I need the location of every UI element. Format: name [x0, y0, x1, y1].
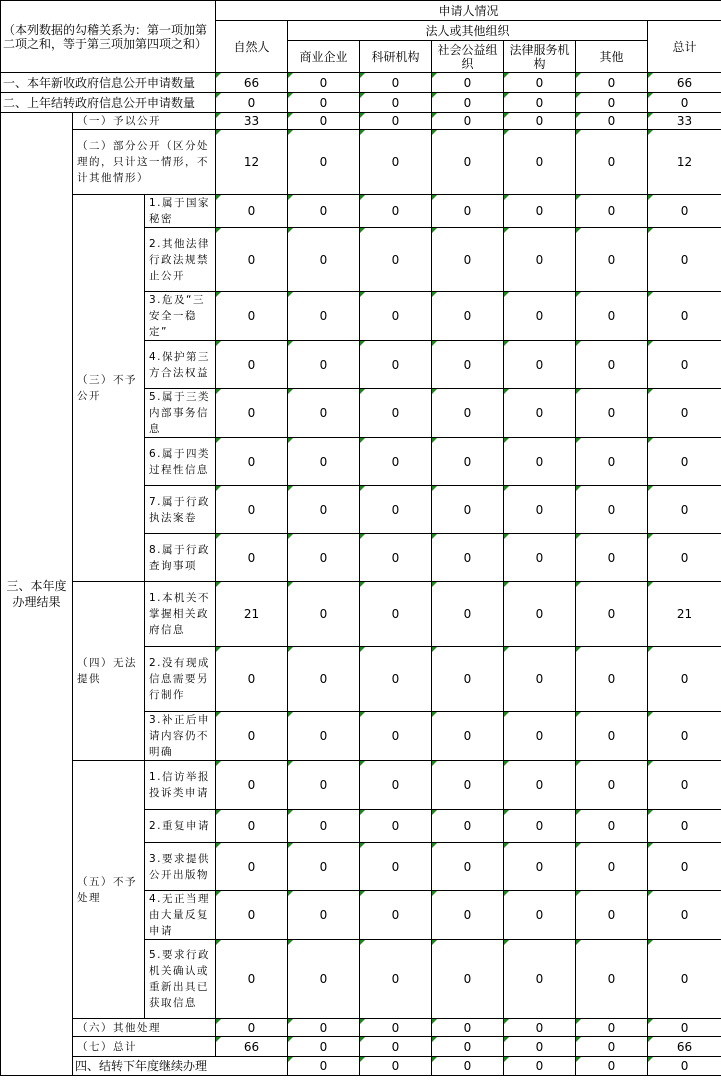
cell: 0	[216, 93, 288, 113]
cell: 0	[288, 761, 360, 810]
cell: 0	[576, 712, 648, 761]
cell: 0	[648, 1019, 721, 1037]
item-label: 3.要求提供公开出版物	[145, 843, 216, 891]
cell: 0	[648, 810, 721, 843]
item-label: 4.无正当理由大量反复申请	[145, 891, 216, 940]
item-label: 5.要求行政机关确认或重新出具已获取信息	[145, 940, 216, 1019]
cell: 0	[504, 113, 576, 130]
row-label: （二）部分公开（区分处理的，只计这一情形，不计其他情形）	[73, 130, 216, 195]
col-header: 法律服务机构	[504, 41, 576, 73]
cell: 0	[288, 130, 360, 195]
cell: 0	[504, 647, 576, 712]
cell: 0	[504, 843, 576, 891]
cell: 0	[648, 534, 721, 582]
cell: 33	[648, 113, 721, 130]
cell: 0	[288, 810, 360, 843]
cell: 0	[648, 761, 721, 810]
item-label: 1.属于国家秘密	[145, 195, 216, 228]
row-label: 一、本年新收政府信息公开申请数量	[1, 73, 216, 93]
cell: 0	[288, 534, 360, 582]
cell: 0	[216, 389, 288, 438]
row-label: 四、结转下年度继续办理	[73, 1057, 288, 1076]
cell: 0	[432, 582, 504, 647]
item-label: 1.信访举报投诉类申请	[145, 761, 216, 810]
cell: 0	[432, 195, 504, 228]
col-header: 社会公益组织	[432, 41, 504, 73]
col-header: 科研机构	[360, 41, 432, 73]
col-header: 商业企业	[288, 41, 360, 73]
cell: 0	[432, 810, 504, 843]
cell: 0	[432, 93, 504, 113]
cell: 12	[648, 130, 721, 195]
cell: 0	[576, 130, 648, 195]
cell: 0	[288, 1019, 360, 1037]
cell: 0	[216, 891, 288, 940]
cell: 0	[576, 113, 648, 130]
cell: 0	[576, 292, 648, 341]
cell: 0	[432, 438, 504, 486]
cell: 0	[504, 389, 576, 438]
cell: 0	[576, 810, 648, 843]
cell: 0	[432, 292, 504, 341]
item-label: 2.重复申请	[145, 810, 216, 843]
cell: 0	[648, 486, 721, 534]
legal-other-header: 法人或其他组织	[288, 21, 648, 41]
cell: 0	[216, 712, 288, 761]
cell: 0	[216, 228, 288, 292]
cell: 0	[432, 73, 504, 93]
cell: 0	[432, 1019, 504, 1037]
row-label: 二、上年结转政府信息公开申请数量	[1, 93, 216, 113]
cell: 0	[432, 130, 504, 195]
cell: 0	[504, 130, 576, 195]
cell: 0	[648, 843, 721, 891]
cell: 0	[216, 647, 288, 712]
cell: 0	[648, 292, 721, 341]
cell: 0	[504, 228, 576, 292]
cell: 66	[216, 1037, 288, 1057]
cell: 66	[216, 73, 288, 93]
cell: 0	[360, 228, 432, 292]
cell: 0	[216, 940, 288, 1019]
cell: 0	[504, 940, 576, 1019]
cell: 0	[360, 130, 432, 195]
cell: 0	[576, 341, 648, 389]
cell: 66	[648, 1037, 721, 1057]
cell: 0	[576, 228, 648, 292]
header-note: （本列数据的勾稽关系为：第一项加第二项之和，等于第三项加第四项之和）	[1, 1, 216, 73]
cell: 0	[504, 486, 576, 534]
cell: 0	[360, 113, 432, 130]
cell: 0	[432, 1057, 504, 1076]
cell: 0	[432, 647, 504, 712]
cell: 0	[576, 73, 648, 93]
cell: 0	[288, 891, 360, 940]
cell: 0	[360, 73, 432, 93]
cell: 0	[504, 438, 576, 486]
cell: 0	[288, 292, 360, 341]
cell: 0	[360, 1019, 432, 1037]
cell: 0	[360, 940, 432, 1019]
group-label-not-disclosed: （三）不予公开	[73, 195, 145, 582]
cell: 0	[216, 438, 288, 486]
cell: 0	[360, 810, 432, 843]
cell: 0	[216, 1019, 288, 1037]
cell: 0	[432, 389, 504, 438]
row-label: （七）总计	[73, 1037, 216, 1057]
cell: 0	[288, 843, 360, 891]
cell: 0	[360, 195, 432, 228]
cell: 0	[576, 940, 648, 1019]
cell: 0	[360, 389, 432, 438]
cell: 0	[360, 582, 432, 647]
item-label: 8.属于行政查询事项	[145, 534, 216, 582]
cell: 0	[648, 389, 721, 438]
cell: 0	[576, 761, 648, 810]
cell: 0	[432, 486, 504, 534]
cell: 0	[648, 647, 721, 712]
cell: 0	[360, 1057, 432, 1076]
group-label-unable-to-provide: （四）无法提供	[73, 582, 145, 761]
cell: 0	[504, 712, 576, 761]
cell: 0	[288, 93, 360, 113]
cell: 0	[648, 438, 721, 486]
cell: 0	[360, 761, 432, 810]
cell: 0	[288, 228, 360, 292]
cell: 0	[504, 73, 576, 93]
cell: 0	[288, 940, 360, 1019]
cell: 0	[216, 195, 288, 228]
cell: 0	[576, 1057, 648, 1076]
item-label: 3.危及“三安全一稳定”	[145, 292, 216, 341]
cell: 0	[432, 341, 504, 389]
cell: 0	[576, 1019, 648, 1037]
cell: 0	[360, 93, 432, 113]
cell: 0	[648, 940, 721, 1019]
cell: 0	[576, 438, 648, 486]
cell: 0	[288, 1057, 360, 1076]
cell: 0	[288, 195, 360, 228]
cell: 0	[360, 1037, 432, 1057]
cell: 0	[216, 486, 288, 534]
cell: 0	[360, 534, 432, 582]
cell: 0	[288, 647, 360, 712]
cell: 0	[576, 93, 648, 113]
row-label: （一）予以公开	[73, 113, 216, 130]
cell: 66	[648, 73, 721, 93]
item-label: 1.本机关不掌握相关政府信息	[145, 582, 216, 647]
cell: 0	[504, 891, 576, 940]
cell: 0	[432, 761, 504, 810]
cell: 0	[432, 1037, 504, 1057]
cell: 0	[576, 534, 648, 582]
cell: 0	[288, 389, 360, 438]
cell: 0	[648, 1057, 721, 1076]
cell: 0	[432, 534, 504, 582]
cell: 0	[432, 712, 504, 761]
col-header: 其他	[576, 41, 648, 73]
cell: 0	[504, 761, 576, 810]
cell: 0	[216, 292, 288, 341]
cell: 0	[360, 712, 432, 761]
cell: 0	[288, 113, 360, 130]
cell: 0	[504, 534, 576, 582]
cell: 0	[360, 341, 432, 389]
cell: 0	[288, 486, 360, 534]
cell: 0	[432, 940, 504, 1019]
cell: 0	[504, 195, 576, 228]
item-label: 6.属于四类过程性信息	[145, 438, 216, 486]
cell: 0	[504, 1057, 576, 1076]
cell: 0	[432, 113, 504, 130]
cell: 0	[360, 891, 432, 940]
cell: 0	[648, 891, 721, 940]
cell: 0	[432, 891, 504, 940]
cell: 0	[504, 292, 576, 341]
cell: 0	[288, 712, 360, 761]
cell: 0	[648, 195, 721, 228]
cell: 0	[576, 647, 648, 712]
total-header: 总计	[648, 21, 721, 73]
item-label: 5.属于三类内部事务信息	[145, 389, 216, 438]
section-3-label: 三、本年度办理结果	[1, 113, 73, 1076]
cell: 0	[360, 647, 432, 712]
cell: 0	[360, 843, 432, 891]
item-label: 2.其他法律行政法规禁止公开	[145, 228, 216, 292]
cell: 0	[576, 582, 648, 647]
cell: 0	[216, 341, 288, 389]
cell: 0	[504, 341, 576, 389]
cell: 33	[216, 113, 288, 130]
cell: 0	[504, 582, 576, 647]
cell: 12	[216, 130, 288, 195]
cell: 0	[576, 195, 648, 228]
cell: 21	[216, 582, 288, 647]
cell: 0	[216, 810, 288, 843]
natural-person-header: 自然人	[216, 21, 288, 73]
cell: 0	[432, 228, 504, 292]
item-label: 2.没有现成信息需要另行制作	[145, 647, 216, 712]
cell: 0	[504, 1037, 576, 1057]
cell: 0	[288, 341, 360, 389]
group-label-not-processed: （五）不予处理	[73, 761, 145, 1019]
cell: 0	[576, 891, 648, 940]
cell: 0	[504, 93, 576, 113]
cell: 0	[504, 1019, 576, 1037]
cell: 0	[504, 810, 576, 843]
cell: 0	[648, 93, 721, 113]
row-label: （六）其他处理	[73, 1019, 216, 1037]
cell: 0	[432, 843, 504, 891]
cell: 0	[360, 438, 432, 486]
cell: 0	[216, 534, 288, 582]
cell: 0	[288, 1037, 360, 1057]
cell: 0	[648, 228, 721, 292]
cell: 0	[360, 292, 432, 341]
cell: 0	[648, 712, 721, 761]
cell: 21	[648, 582, 721, 647]
cell: 0	[576, 1037, 648, 1057]
cell: 0	[360, 486, 432, 534]
item-label: 4.保护第三方合法权益	[145, 341, 216, 389]
cell: 0	[288, 582, 360, 647]
cell: 0	[648, 341, 721, 389]
applicant-situation-header: 申请人情况	[216, 1, 721, 21]
cell: 0	[576, 389, 648, 438]
cell: 0	[216, 761, 288, 810]
cell: 0	[216, 843, 288, 891]
item-label: 3.补正后申请内容仍不明确	[145, 712, 216, 761]
cell: 0	[288, 438, 360, 486]
item-label: 7.属于行政执法案卷	[145, 486, 216, 534]
cell: 0	[576, 486, 648, 534]
cell: 0	[288, 73, 360, 93]
cell: 0	[576, 843, 648, 891]
